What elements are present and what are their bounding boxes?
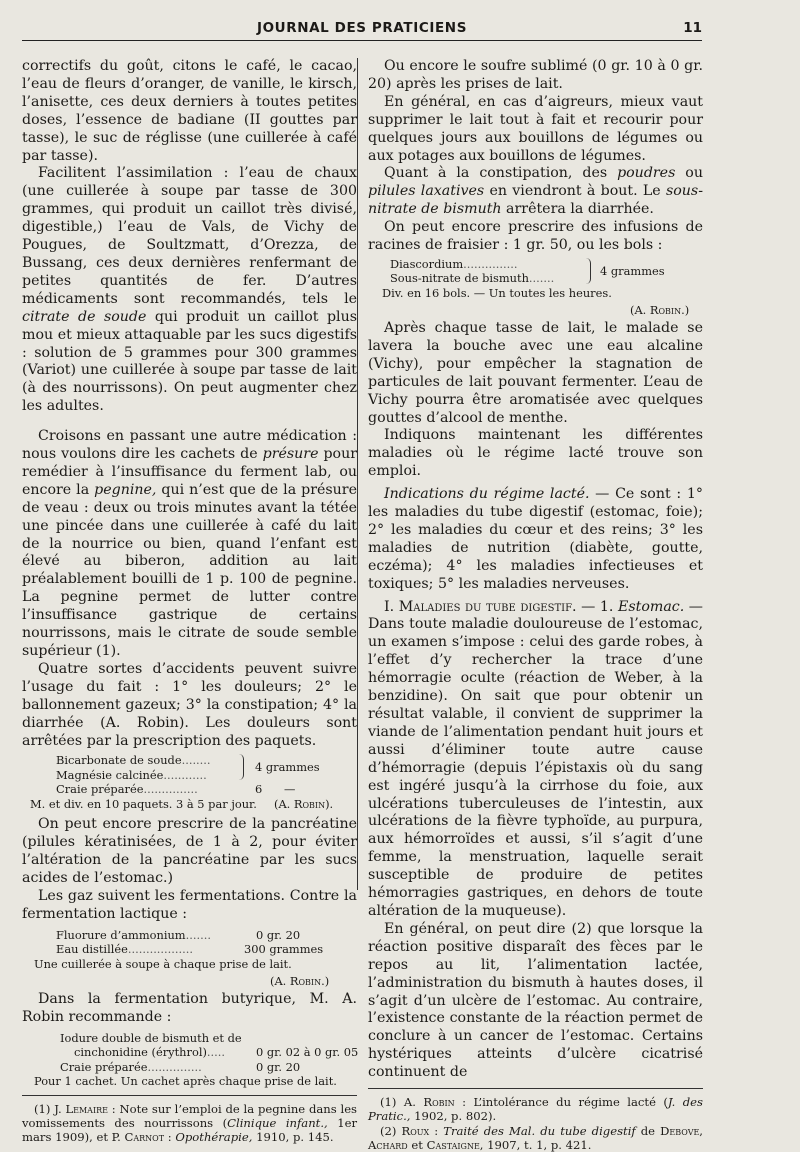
prescription: Bicarbonate de soude........ 4 grammes Magnésie calcinée............ Craie préparée............... 6 — M. et div. en 10 paquets. 3 à 5 par jour. (A. Robin). [30,753,334,811]
prescription: Fluorure d’ammonium....... 0 gr. 20 Eau distillée.................. 300 grammes Une cuillerée à soupe à chaque prise de lait. (A. Robin.) [34,927,330,989]
paragraph: Quatre sortes d’accidents peuvent suivre l’usage du fait : 1° les douleurs; 2° le ballonnement gazeux; 3° la constipation; 4° la diarrhée (A. Robin). Les douleurs sont arrêtées par la prescription des paquets. [22,660,357,749]
paragraph: En général, on peut dire (2) que lorsque la réaction positive disparaît des fèces par le repos au lit, l’alimentation lactée, l’administration du bismuth à hautes doses, il s’agit d’un ulcère de l’estomac. Au contraire, l’existence constante de la réaction permet de conclure à un cancer de l’estomac. Certains hystériques atteints d’ulcère cicatrisé continuent de [368,920,703,1081]
column-divider [357,58,358,890]
page-number: 11 [683,20,702,36]
prescription: Diascordium............... 4 grammes Sous-nitrate de bismuth....... Div. en 16 bols. — Un toutes les heures. (A. Robin.) [382,256,690,318]
journal-title: JOURNAL DES PRATICIENS [256,20,468,36]
paragraph: On peut encore prescrire des infusions de racines de fraisier : 1 gr. 50, ou les bols : [368,219,703,254]
paragraph: On peut encore prescrire de la pancréatine (pilules kératinisées, de 1 à 2, pour éviter l’altération de la pancréatine par les sucs acides de l’estomac.) [22,816,357,887]
running-header [22,18,702,41]
paragraph: Indiquons maintenant les différentes maladies où le régime lacté trouve son emploi. [368,427,703,480]
paragraph: Dans la fermentation butyrique, M. A. Robin recommande : [22,990,357,1025]
prescription: Iodure double de bismuth et de cinchonidine (érythrol)..... 0 gr. 02 à 0 gr. 05 Craie préparée............... 0 gr. 20 Pour 1 cachet. Un cachet après chaque prise de lait. [34,1030,359,1089]
paragraph: Ou encore le soufre sublimé (0 gr. 10 à 0 gr. 20) après les prises de lait. [368,58,703,92]
paragraph: Croisons en passant une autre médication : nous voulons dire les cachets de présure pour remédier à l’insuffisance du ferment lab, ou encore la pegnine, qui n’est que de la présure de veau : deux ou trois minutes avant la tétée une pincée dans une cuillerée à café du lait de la nourrice ou bien, quand l’enfant est élevé au biberon, addition au lait préalablement bouilli de 1 p. 100 de pegnine. La pegnine permet de lutter contre l’insuffisance gastrique de certains nourrissons, mais le citrate de soude semble supérieur (1). [22,428,358,659]
right-column [368,58,703,1152]
paragraph: Indications du régime lacté. — Ce sont : 1° les maladies du tube digestif (estomac, foie); 2° les maladies du cœur et des reins; 3° les maladies de nutrition (diabète, goutte, eczéma); 4° les maladies infectieuses et toxiques; 5° les maladies nerveuses. [368,486,703,592]
paragraph: Facilitent l’assimilation : l’eau de chaux (une cuillerée à soupe par tasse de 300 grammes, qui produit un caillot très divisé, digestible,) l’eau de Vals, de Vichy de Pougues, de Soultzmatt, d’Orezza, de Bussang, ces deux dernières renfermant de petites quantités de fer. D’autres médicaments sont recommandés, tels le citrate de soude qui produit un caillot plus mou et mieux attaquable par les sucs digestifs : solution de 5 grammes pour 300 grammes (Variot) une cuillerée à soupe par tasse de lait (à des nourrissons). On peut augmenter chez les adultes. [22,165,357,415]
paragraph: Après chaque tasse de lait, le malade se lavera la bouche avec une eau alcaline (Vichy), pour empêcher la stagnation de particules de lait pouvant fermenter. L’eau de Vichy pourra être aromatisée avec quelques gouttes d’alcool de menthe. [368,319,703,426]
paragraph: correctifs du goût, citons le café, le cacao, l’eau de fleurs d’oranger, de vanille, le kirsch, l’anisette, ces deux derniers à toutes petites doses, l’essence de badiane (II gouttes par tasse), le suc de réglisse (une cuillerée à café par tasse). [22,58,357,164]
footnote-rule [368,1088,703,1089]
footnote: (1) A. Robin : L’intolérance du régime lacté (J. des Pratic., 1902, p. 802). [368,1095,703,1124]
footnote: (2) Roux : Traité des Mal. du tube digestif de Debove, Achard et Castaigne, 1907, t. 1, p. 421. [368,1123,703,1152]
paragraph: Les gaz suivent les fermentations. Contre la fermentation lactique : [22,888,357,922]
paragraph: I. Maladies du tube digestif. — 1. Estomac. — Dans toute maladie douloureuse de l’estomac, un examen s’impose : celui des garde robes, à l’effet d’y rechercher la trace d’une hémorragie oculte (réaction de Weber, à la benzidine). On sait que pour obtenir un résultat valable, il convient de supprimer la viande de l’alimentation pendant huit jours et aussi d’éliminer toute autre cause d’hémorragie (depuis l’épistaxis où du sang est ingéré jusqu’à la cirrhose du foie, aux ulcérations tuberculeuses de l’intestin, aux ulcérations de la fièvre typhoïde, au purpura, aux hémorroïdes et aussi, s’il s’agit d’une femme, la menstruation, laquelle serait susceptible de produire de petites hémorragies gastriques, en dehors de toute altération de la muqueuse). [368,598,703,919]
paragraph: Quant à la constipation, des poudres ou pilules laxatives en viendront à bout. Le sous-nitrate de bismuth arrêtera la diarrhée. [368,165,704,218]
footnote-rule [22,1095,357,1096]
paragraph: En général, en cas d’aigreurs, mieux vaut supprimer le lait tout à fait et recourir pour quelques jours aux bouillons de légumes ou aux potages aux bouillons de légumes. [368,93,703,164]
footnote: (1) J. Lemaire : Note sur l’emploi de la pegnine dans les vomissements des nourrissons (Clinique infant., 1er mars 1909), et P. Carnot : Opothérapie, 1910, p. 145. [22,1101,357,1145]
left-column [22,58,357,1145]
